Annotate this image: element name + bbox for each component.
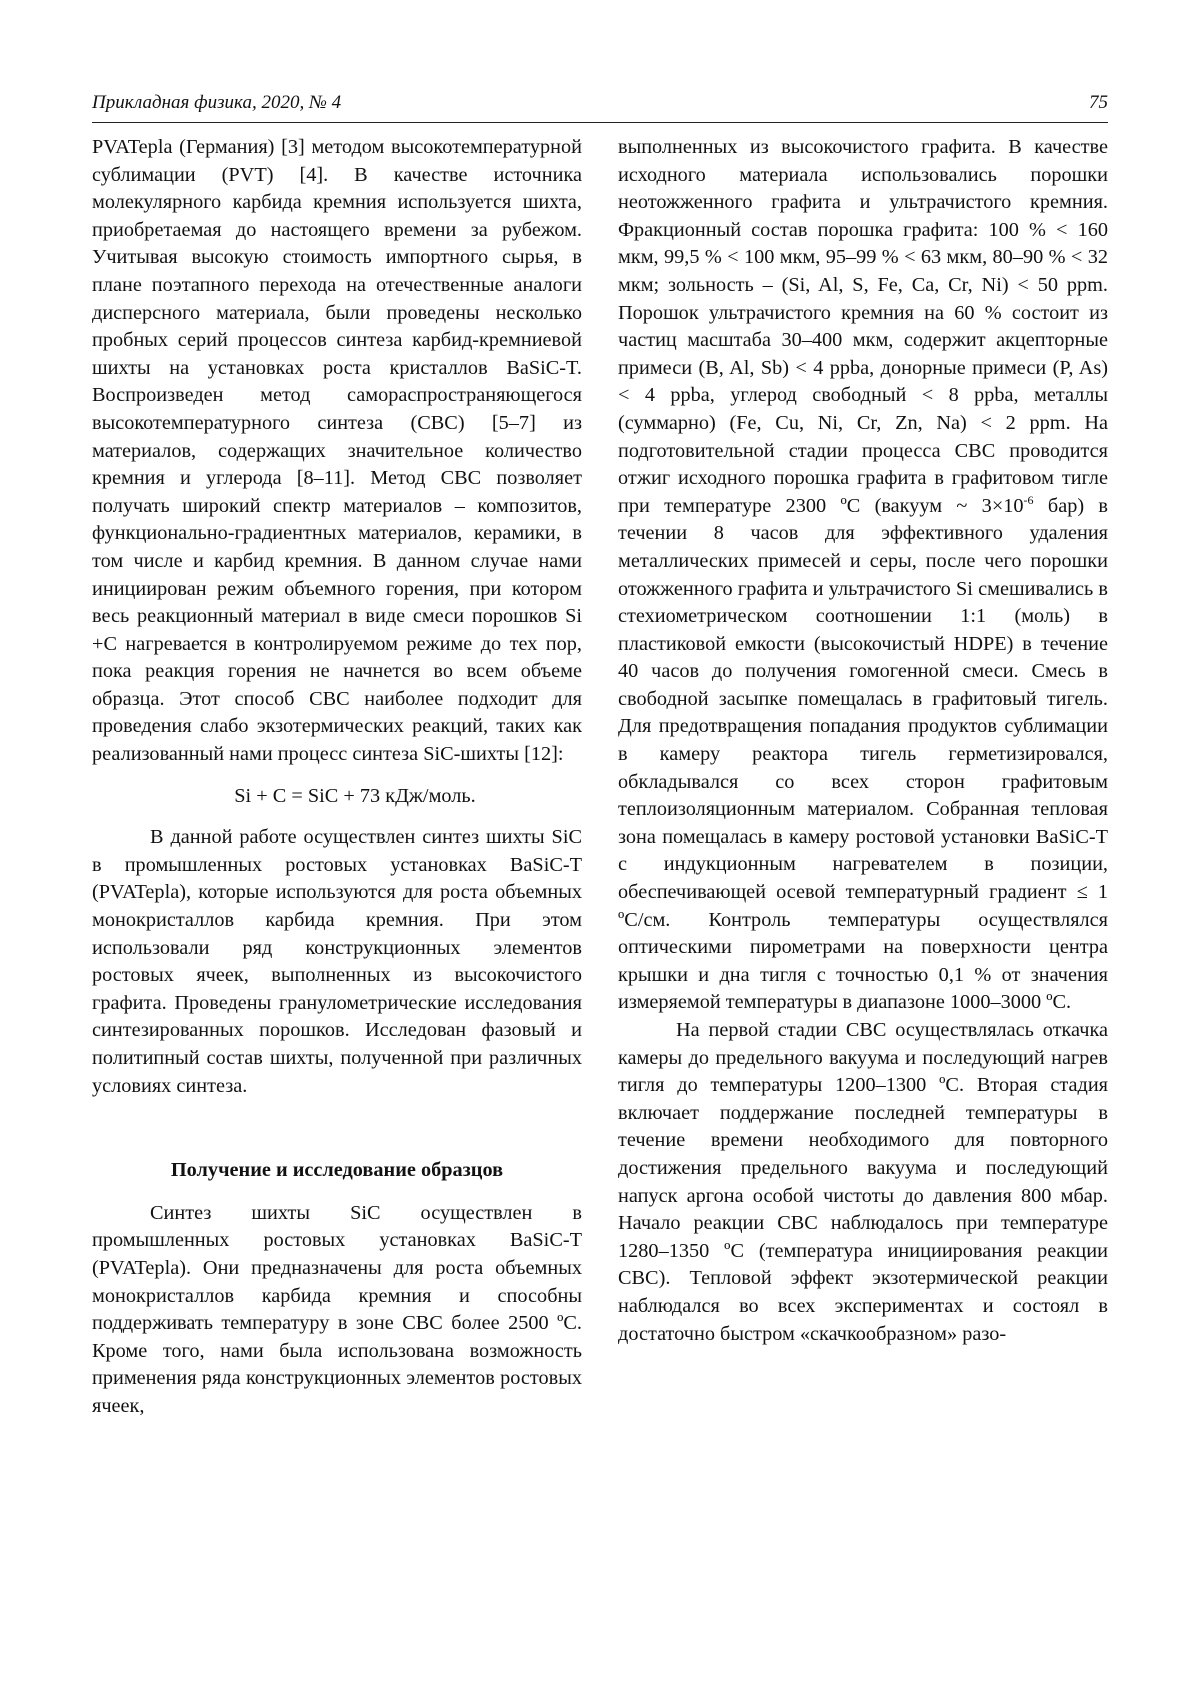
section-heading: Получение и исследование образцов [170, 1159, 504, 1182]
paragraph-text: бар) в течении 8 часов для эффективного удаления металлических примесей и серы, после чего порошки отожженного графита и ультрачистого Si смешивались в стехиометрическом соотношении 1:1 (моль) в пластиковой емкости (высокочистый HDPE) в течение 40 часов до получения гомогенной смеси. Смесь в свободной засыпке помещалась в графитовый тигель. Для предотвращения попадания продуктов сублимации в камеру реактора тигель герметизировался, обкладывался со всех сторон графитовым теплоизоляционным материалом. Собранная тепловая зона помещалась в камеру ростовой установки BaSiC-T с индукционным нагревателем в позиции, обеспечивающей осевой температурный градиент ≤ 1 ºС/см. Контроль температуры осуществлялся оптическими пирометрами на поверхности центра крышки и дна тигля с точностью 0,1 % от значения измеряемой температуры в диапазоне 1000–3000 ºС. [618, 494, 1108, 1014]
right-column [618, 134, 1108, 1348]
paragraph: На первой стадии СВС осуществлялась откачка камеры до предельного вакуума и последующий нагрев тигля до температуры 1200–1300 ºС. Вторая стадия включает поддержание последней температуры в течение времени необходимого для повторного достижения предельного вакуума и последующий напуск аргона особой чистоты до давления 800 мбар. Начало реакции СВС наблюдалось при температуре 1280–1350 ºС (температура инициирования реакции СВС). Тепловой эффект экзотермической реакции наблюдался во всех экспериментах и состоял в достаточно быстром «скачкообразном» разо- [618, 1019, 1108, 1345]
header-rule [92, 122, 1108, 123]
paragraph: В данной работе осуществлен синтез шихты SiC в промышленных ростовых установках BaSiC-T (PVATepla), которые используются для роста объемных монокристаллов карбида кремния. При этом использовали ряд конструкционных элементов ростовых ячеек, выполненных из высокочистого графита. Проведены гранулометрические исследования синтезированных порошков. Исследован фазовый и политипный состав шихты, полученной при различных условиях синтеза. [92, 826, 582, 1097]
paragraph [618, 134, 1108, 1017]
page-number: 75 [1089, 92, 1108, 113]
paragraph: PVATepla (Германия) [3] методом высокотемпературной сублимации (PVT) [4]. В качестве источника молекулярного карбида кремния используется шихта, приобретаемая до настоящего времени за рубежом. Учитывая высокую стоимость импортного сырья, в плане поэтапного перехода на отечественные аналоги дисперсного материала, были проведены несколько пробных серий процессов синтеза карбид-кремниевой шихты на установках роста кристаллов BaSiC-T. Воспроизведен метод самораспространяющегося высокотемпературного синтеза (СВС) [5–7] из материалов, содержащих значительное количество кремния и углерода [8–11]. Метод СВС позволяет получать широкий спектр материалов – композитов, функционально-градиентных материалов, керамики, в том числе и карбид кремния. В данном случае нами инициирован режим объемного горения, при котором весь реакционный материал в виде смеси порошков Si +C нагревается в контролируемом режиме до тех пор, пока реакция горения не начнется во всем объеме образца. Этот способ СВС наиболее подходит для проведения слабо экзотермических реакций, таких как реализованный нами процесс синтеза SiC-шихты [12]: [92, 136, 582, 766]
equation: Si + C = SiC + 73 кДж/моль. [234, 784, 476, 807]
running-header [92, 84, 1108, 120]
exponent: -6 [1023, 492, 1034, 507]
left-column [92, 134, 582, 1421]
journal-citation: Прикладная физика, 2020, № 4 [92, 92, 342, 113]
paragraph: Синтез шихты SiC осуществлен в промышленных ростовых установках BaSiC-T (PVATepla). Они предназначены для роста объемных монокристаллов карбида кремния и способны поддерживать температуру в зоне СВС более 2500 ºС. Кроме того, нами была использована возможность применения ряда конструкционных элементов ростовых ячеек, [92, 1201, 582, 1417]
paragraph-text: выполненных из высокочистого графита. В качестве исходного материала использовались порошки неотожженного графита и ультрачистого кремния. Фракционный состав порошка графита: 100 % < 160 мкм, 99,5 % < 100 мкм, 95–99 % < 63 мкм, 80–90 % < 32 мкм; зольность – (Si, Al, S, Fe, Ca, Cr, Ni) < 50 ppm. Порошок ультрачистого кремния на 60 % состоит из частиц масштаба 30–400 мкм, содержит акцепторные примеси (B, Al, Sb) < 4 ppba, донорные примеси (P, As) < 4 ppba, углерод свободный < 8 ppba, металлы (суммарно) (Fe, Cu, Ni, Cr, Zn, Na) < 2 ppm. На подготовительной стадии процесса СВС проводится отжиг исходного порошка графита в графитовом тигле при температуре 2300 ºС (вакуум ~ 3×10 [618, 136, 1108, 517]
